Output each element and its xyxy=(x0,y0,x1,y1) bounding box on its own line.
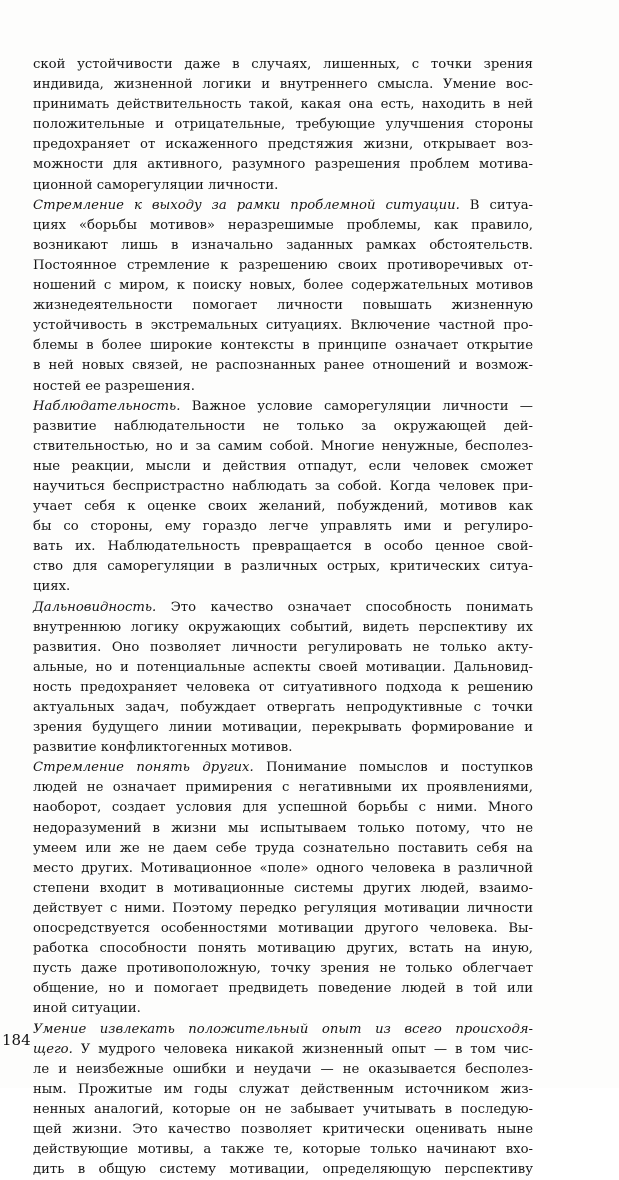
text-line: развития. Оно позволяет личности регулировать не только акту- xyxy=(33,638,533,658)
text-line xyxy=(33,1020,533,1040)
text-line: циях. xyxy=(33,577,533,597)
paragraph-heading-cont: щего. xyxy=(33,1042,73,1057)
text-line: ствительностью, но и за самим собой. Многие ненужные, бесполез- xyxy=(33,437,533,457)
text-line: блемы в более широкие контексты в принципе означает открытие xyxy=(33,336,533,356)
text-line: положительные и отрицательные, требующие улучшения стороны xyxy=(33,115,533,135)
text-line: дить в общую систему мотивации, определяющую перспективу xyxy=(33,1160,533,1180)
text-line: ные реакции, мысли и действия отпадут, если человек сможет xyxy=(33,457,533,477)
heading-line-rest: В ситуа- xyxy=(460,198,533,213)
paragraph-heading: Стремление понять других. xyxy=(33,760,254,775)
text-line: ным. Прожитые им годы служат действенным источником жиз- xyxy=(33,1080,533,1100)
heading-line-rest: Понимание помыслов и поступков xyxy=(254,760,533,775)
paragraph-heading: Стремление к выходу за рамки проблемной ситуации. xyxy=(33,198,460,213)
text-line: можности для активного, разумного разрешения проблем мотива- xyxy=(33,155,533,175)
paragraph xyxy=(33,758,533,1019)
text-line: общение, но и помогает предвидеть поведение людей в той или xyxy=(33,979,533,999)
text-line: действующие мотивы, а также те, которые только начинают вхо- xyxy=(33,1140,533,1160)
paragraph-heading: Умение извлекать положительный опыт из всего происходя- xyxy=(33,1022,533,1037)
paragraph xyxy=(33,1020,533,1180)
text-line: научиться беспристрастно наблюдать за собой. Когда человек при- xyxy=(33,477,533,497)
heading-line-rest: У мудрого человека никакой жизненный опыт — в том чис- xyxy=(73,1042,533,1057)
text-line: предохраняет от искаженного предстяжия жизни, открывает воз- xyxy=(33,135,533,155)
text-line: ношений с миром, к поиску новых, более содержательных мотивов xyxy=(33,276,533,296)
text-line xyxy=(33,196,533,216)
paragraph xyxy=(33,196,533,397)
paragraph xyxy=(33,397,533,598)
text-line: жизнедеятельности помогает личности повышать жизненную xyxy=(33,296,533,316)
text-line: зрения будущего линии мотивации, перекрывать формирование и xyxy=(33,718,533,738)
text-line: степени входит в мотивационные системы других людей, взаимо- xyxy=(33,879,533,899)
text-line: место других. Мотивационное «поле» одного человека в различной xyxy=(33,859,533,879)
text-line: развитие конфликтогенных мотивов. xyxy=(33,738,533,758)
text-line: ционной саморегуляции личности. xyxy=(33,176,533,196)
text-line: индивида, жизненной логики и внутреннего смысла. Умение вос- xyxy=(33,75,533,95)
text-line: щей жизни. Это качество позволяет критически оценивать ныне xyxy=(33,1120,533,1140)
text-line: вать их. Наблюдательность превращается в особо ценное свой- xyxy=(33,537,533,557)
text-line: развитие наблюдательности не только за окружающей дей- xyxy=(33,417,533,437)
paragraph-heading: Наблюдательность. xyxy=(33,399,180,414)
text-line xyxy=(33,758,533,778)
text-line: в ней новых связей, не распознанных ранее отношений и возмож- xyxy=(33,356,533,376)
text-line: наоборот, создает условия для успешной борьбы с ними. Много xyxy=(33,798,533,818)
text-line: альные, но и потенциальные аспекты своей мотивации. Дальновид- xyxy=(33,658,533,678)
text-line: опосредствуется особенностями мотивации другого человека. Вы- xyxy=(33,919,533,939)
paragraph xyxy=(33,55,533,196)
text-line: недоразумений в жизни мы испытываем только потому, что не xyxy=(33,819,533,839)
text-line: принимать действительность такой, какая она есть, находить в ней xyxy=(33,95,533,115)
text-line: возникают лишь в изначально заданных рамках обстоятельств. xyxy=(33,236,533,256)
page-number: 184 xyxy=(2,1031,31,1049)
text-line: ле и неизбежные ошибки и неудачи — не оказывается бесполез- xyxy=(33,1060,533,1080)
text-line: ненных аналогий, которые он не забывает учитывать в последую- xyxy=(33,1100,533,1120)
text-line: пусть даже противоположную, точку зрения не только облегчает xyxy=(33,959,533,979)
text-line: иной ситуации. xyxy=(33,999,533,1019)
text-line: ность предохраняет человека от ситуативного подхода к решению xyxy=(33,678,533,698)
text-line: действует с ними. Поэтому передко регуляция мотивации личности xyxy=(33,899,533,919)
text-line: ство для саморегуляции в различных острых, критических ситуа- xyxy=(33,557,533,577)
text-line xyxy=(33,1040,533,1060)
text-line: работка способности понять мотивацию других, встать на иную, xyxy=(33,939,533,959)
text-line: внутреннюю логику окружающих событий, видеть перспективу их xyxy=(33,618,533,638)
text-line xyxy=(33,397,533,417)
text-line: людей не означает примирения с негативными их проявлениями, xyxy=(33,778,533,798)
text-line: устойчивость в экстремальных ситуациях. Включение частной про- xyxy=(33,316,533,336)
paragraph xyxy=(33,598,533,759)
text-line: ской устойчивости даже в случаях, лишенных, с точки зрения xyxy=(33,55,533,75)
text-line: Постоянное стремление к разрешению своих противоречивых от- xyxy=(33,256,533,276)
text-line xyxy=(33,598,533,618)
body-text xyxy=(33,55,533,1180)
heading-line-rest: Это качество означает способность понимать xyxy=(156,600,533,615)
text-line: циях «борьбы мотивов» неразрешимые проблемы, как правило, xyxy=(33,216,533,236)
heading-line-rest: Важное условие саморегуляции личности — xyxy=(180,399,533,414)
text-line: учает себя к оценке своих желаний, побуждений, мотивов как xyxy=(33,497,533,517)
text-line: бы со стороны, ему гораздо легче управлять ими и регулиро- xyxy=(33,517,533,537)
text-line: умеем или же не даем себе труда сознательно поставить себя на xyxy=(33,839,533,859)
text-line: актуальных задач, побуждает отвергать непродуктивные с точки xyxy=(33,698,533,718)
text-line: ностей ее разрешения. xyxy=(33,377,533,397)
paragraph-heading: Дальновидность. xyxy=(33,600,156,615)
